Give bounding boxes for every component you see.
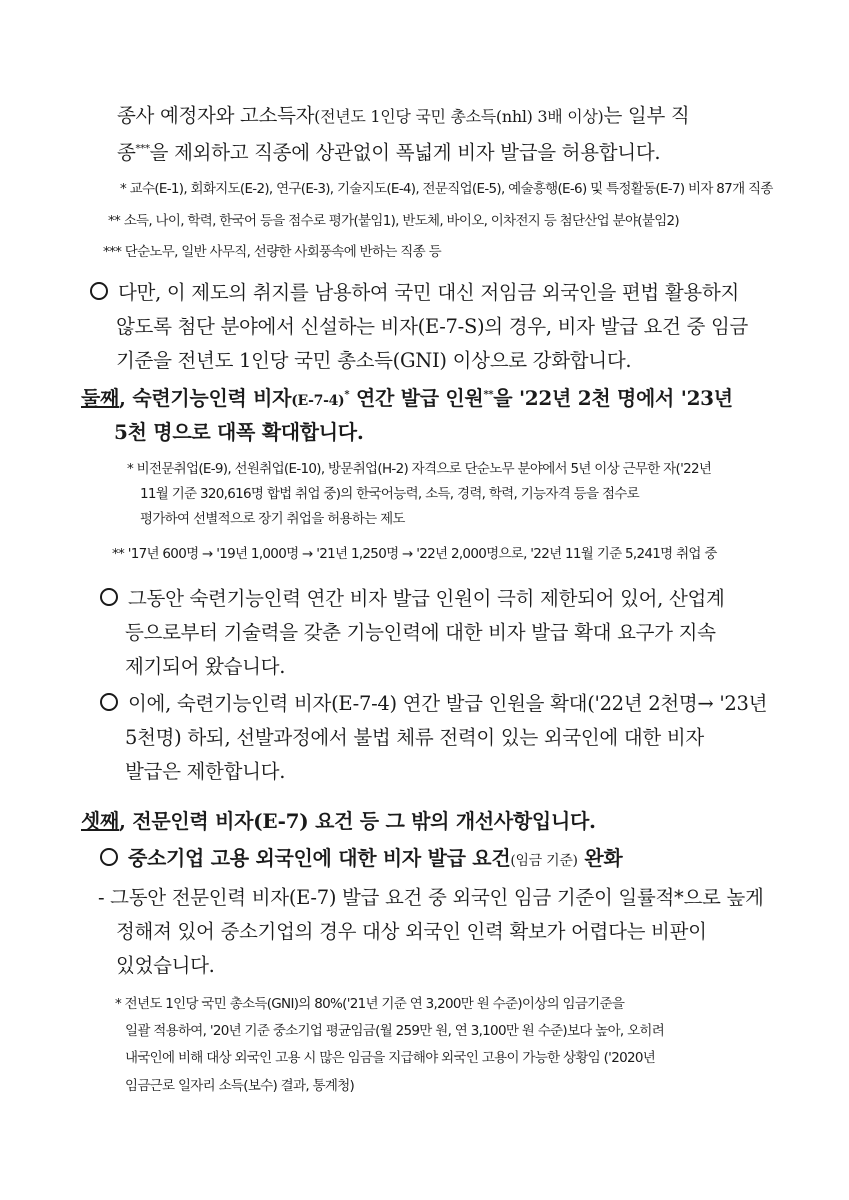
bullet-line: 등으로부터 기술력을 갖춘 기능인력에 대한 비자 발급 확대 요구가 지속 (125, 621, 716, 644)
bullet-line: 제기되어 왔습니다. (125, 655, 286, 678)
bullet-line: 기준을 전년도 1인당 국민 총소득(GNI) 이상으로 강화합니다. (116, 349, 632, 372)
footnote: ** '17년 600명 → '19년 1,000명 → '21년 1,250명 → '22년 2,000명으로, '22년 11월 기준 5,241명 취업 중 (112, 546, 717, 562)
bullet-line: 않도록 첨단 분야에서 신설하는 비자(E-7-S)의 경우, 비자 발급 요건 중 임금 (116, 315, 749, 338)
section-heading: 5천 명으로 대폭 확대합니다. (114, 420, 364, 444)
footnote: 일괄 적용하여, '20년 기준 중소기업 평균임금(월 259만 원, 연 3,100만 원 수준)보다 높아, 오히려 (125, 1023, 665, 1039)
bullet-line: 발급은 제한합니다. (125, 760, 286, 783)
text: 이에, 숙련기능인력 비자(E-7-4) 연간 발급 인원을 확대('22년 2천명→ '23년 (128, 692, 768, 715)
dash-line: 정해져 있어 중소기업의 경우 대상 외국인 인력 확보가 어렵다는 비판이 (116, 920, 707, 943)
paragraph-line (117, 137, 660, 165)
footnote: ** 소득, 나이, 학력, 한국어 등을 점수로 평가(붙임1), 반도체, 바이오, 이차전지 등 첨단산업 분야(붙임2) (108, 213, 679, 229)
paren-text: (임금 기준) (510, 853, 578, 869)
paragraph-line (117, 100, 689, 128)
ordinal: 셋째 (81, 809, 120, 833)
text: 종 (117, 141, 136, 164)
footnote: *** 단순노무, 일반 사무직, 선량한 사회풍속에 반하는 직종 등 (103, 244, 441, 260)
paren-text: (E-7-4) (291, 393, 345, 409)
text: 종사 예정자와 고소득자 (117, 104, 315, 127)
paren-text: (전년도 1인당 국민 총소득(nhl) 3배 이상) (314, 107, 604, 126)
text: 는 일부 직 (603, 104, 690, 127)
sub-heading (100, 842, 622, 871)
bullet-line (100, 688, 767, 716)
section-heading (81, 382, 733, 411)
bullet-line: 5천명) 하되, 선발과정에서 불법 체류 전력이 있는 외국인에 대한 비자 (125, 726, 704, 749)
footnote-marker: *** (135, 143, 150, 155)
footnote: 임금근로 일자리 소득(보수) 결과, 통계청) (125, 1078, 355, 1094)
footnote: 내국인에 비해 대상 외국인 고용 시 많은 임금을 지급해야 외국인 고용이 가능한 상황임 ('2020년 (125, 1050, 656, 1066)
section-heading (81, 805, 596, 834)
bullet-line (100, 583, 725, 611)
dash-line: - 그동안 전문인력 비자(E-7) 발급 요건 중 외국인 임금 기준이 일률적*으로 높게 (98, 886, 764, 909)
footnote: 11월 기준 320,616명 합법 취업 중)의 한국어능력, 소득, 경력, 학력, 기능자격 등을 점수로 (140, 486, 639, 502)
text: , 숙련기능인력 비자 (119, 386, 292, 410)
text: 을 '22년 2천 명에서 '23년 (493, 386, 733, 410)
circle-bullet-icon (100, 848, 118, 866)
text: , 전문인력 비자(E-7) 요건 등 그 밖의 개선사항입니다. (119, 809, 596, 833)
text: 완화 (577, 846, 623, 870)
footnote-marker: ** (483, 389, 494, 401)
circle-bullet-icon (100, 693, 118, 711)
ordinal: 둘째 (81, 386, 120, 410)
text: 그동안 숙련기능인력 연간 비자 발급 인원이 극히 제한되어 있어, 산업계 (128, 587, 725, 610)
bullet-line (90, 277, 739, 305)
text: 중소기업 고용 외국인에 대한 비자 발급 요건 (128, 846, 511, 870)
circle-bullet-icon (90, 282, 108, 300)
text: 다만, 이 제도의 취지를 남용하여 국민 대신 저임금 외국인을 편법 활용하지 (118, 281, 739, 304)
circle-bullet-icon (100, 588, 118, 606)
footnote: * 전년도 1인당 국민 총소득(GNI)의 80%('21년 기준 연 3,200만 원 수준)이상의 임금기준을 (115, 996, 625, 1012)
footnote: 평가하여 선별적으로 장기 취업을 허용하는 제도 (140, 511, 405, 527)
text: 연간 발급 인원 (349, 386, 484, 410)
text: 을 제외하고 직종에 상관없이 폭넓게 비자 발급을 허용합니다. (149, 141, 661, 164)
dash-line: 있었습니다. (116, 954, 215, 977)
footnote: * 비전문취업(E-9), 선원취업(E-10), 방문취업(H-2) 자격으로 단순노무 분야에서 5년 이상 근무한 자('22년 (127, 461, 712, 477)
footnote-marker: * (344, 389, 350, 401)
footnote: * 교수(E-1), 회화지도(E-2), 연구(E-3), 기술지도(E-4), 전문직업(E-5), 예술흥행(E-6) 및 특정활동(E-7) 비자 87개 직종 (120, 181, 773, 197)
